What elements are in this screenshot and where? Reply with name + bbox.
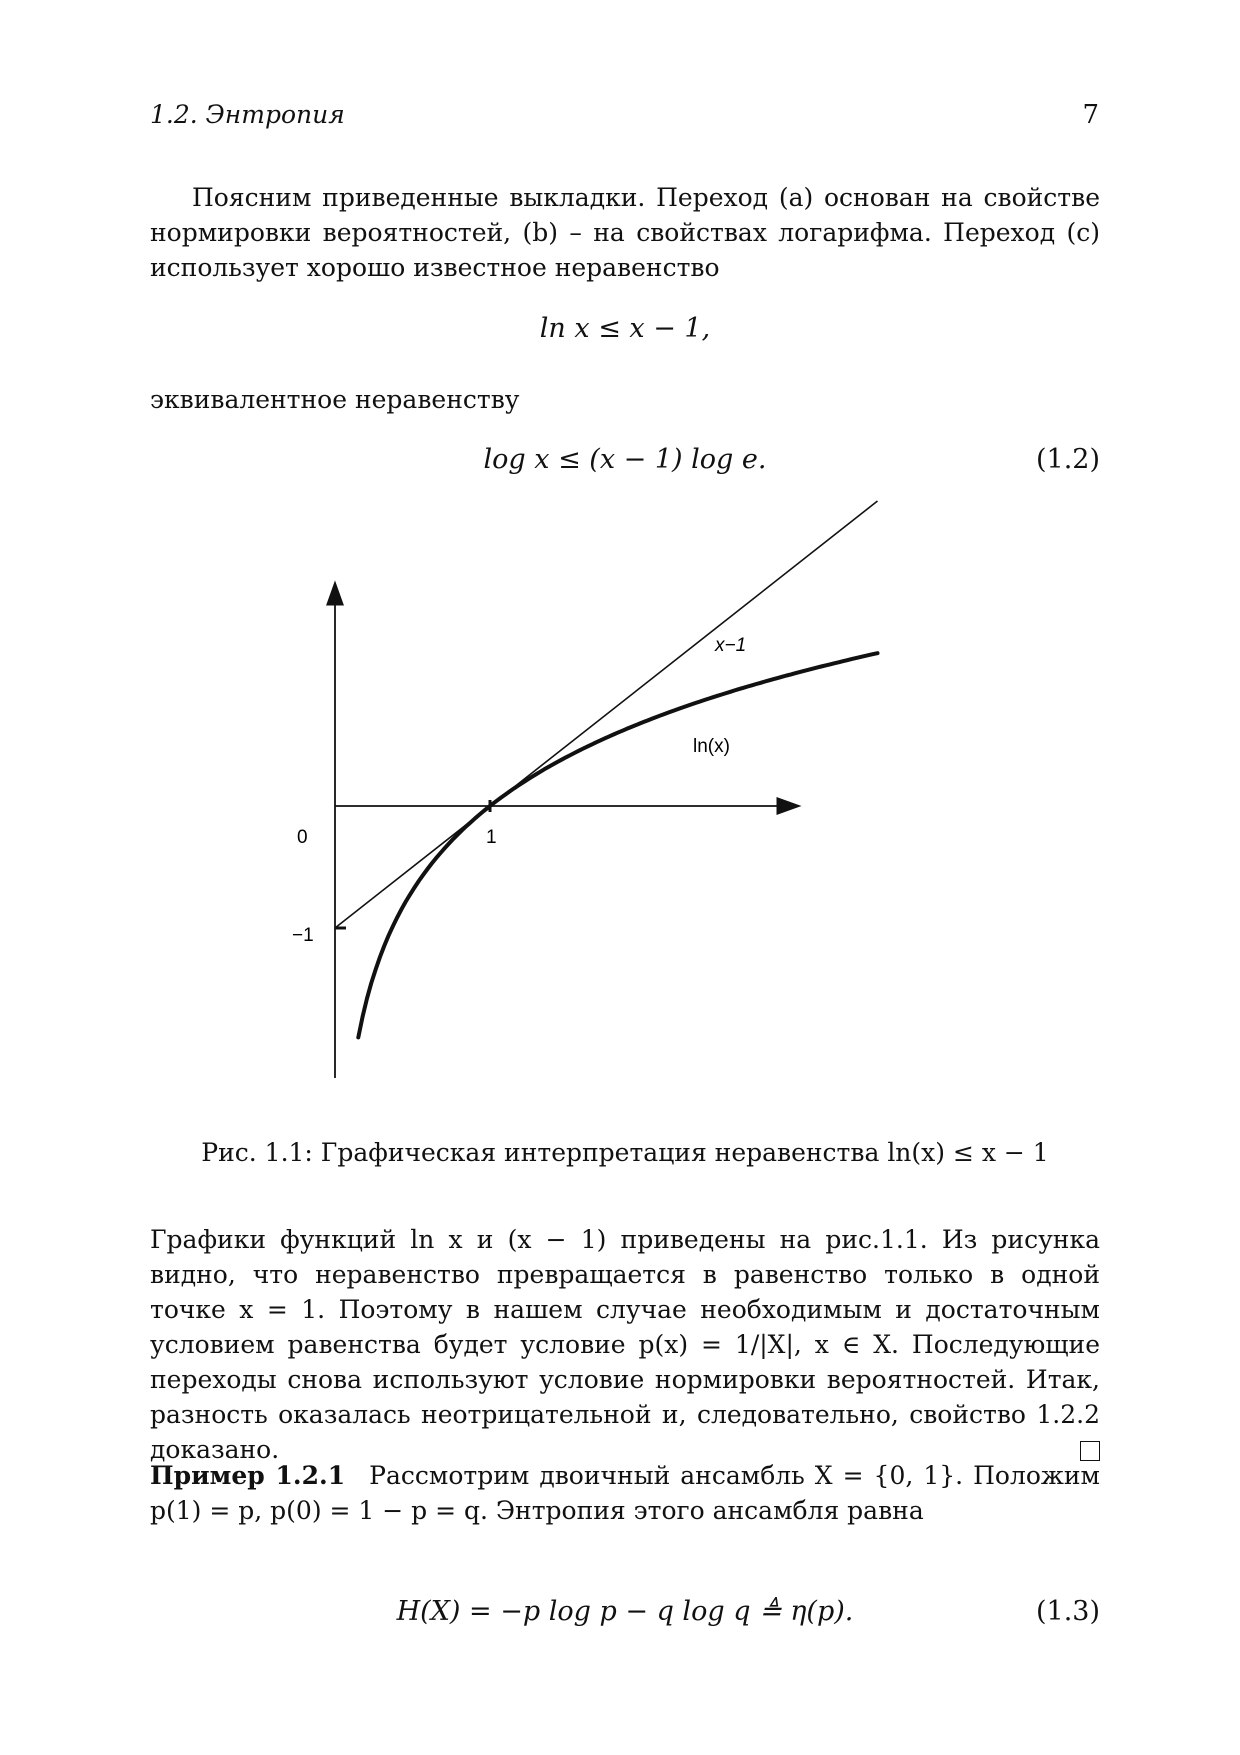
label-y-tick-minus1: −1 [292,925,314,946]
label-x-minus-1: x−1 [715,635,747,656]
label-origin: 0 [297,827,308,848]
paragraph-explanation [150,1222,1100,1467]
label-ln-x: ln(x) [693,736,730,757]
paragraph-intro-text: Поясним приведенные выкладки. Переход (a) основан на свойстве нормировки вероятностей, (b) – на свойствах логарифма. Переход (c) использует хорошо известное неравенство [150,183,1100,282]
equation-1-2-text: log x ≤ (x − 1) log e. [483,444,767,475]
equation-ln-text: ln x ≤ x − 1, [539,313,711,344]
equation-1-3-text: H(X) = −p log p − q log q ≜ η(p). [396,1596,854,1627]
paragraph-explanation-text: Графики функций ln x и (x − 1) приведены на рис.1.1. Из рисунка видно, что неравенство превращается в равенство только в одной точке x = 1. Поэтому в нашем случае необходимым и достаточным условием равенства будет условие p(x) = 1/|X|, x ∈ X. Последующие переходы снова используют условие нормировки вероятностей. Итак, разность оказалась неотрицательной и, следовательно, свойство 1.2.2 доказано. [150,1225,1100,1464]
example-text: Рассмотрим двоичный ансамбль X = {0, 1}. Положим p(1) = p, p(0) = 1 − p = q. Энтропия этого ансамбля равна [150,1461,1100,1525]
figure-caption: Рис. 1.1: Графическая интерпретация неравенства ln(x) ≤ x − 1 [201,1138,1049,1167]
example-1-2-1 [150,1458,1100,1528]
page-number: 7 [1082,100,1099,130]
equation-1-3-number: (1.3) [1035,1596,1100,1627]
label-x-tick-1: 1 [486,827,497,848]
running-header: 1.2. Энтропия [150,100,345,129]
example-label: Пример 1.2.1 [150,1461,346,1490]
sentence-equivalent: эквивалентное неравенству [150,385,520,414]
series-line-x-minus-1 [335,501,878,928]
equation-1-3 [150,1596,1100,1627]
equation-1-2-number: (1.2) [1035,444,1100,475]
series-curve-ln-x [358,653,877,1037]
